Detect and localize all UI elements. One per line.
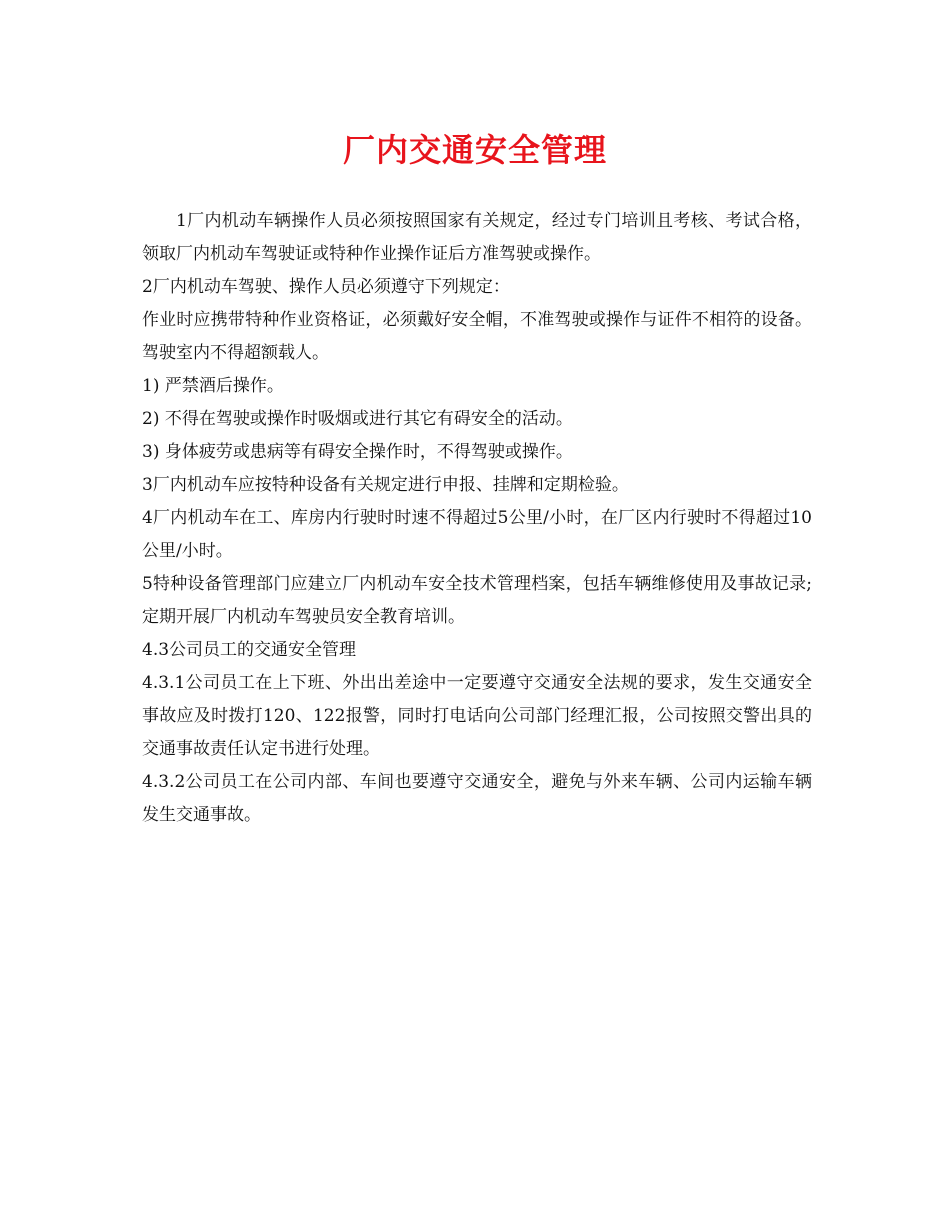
paragraph-3: 作业时应携带特种作业资格证，必须戴好安全帽，不准驾驶或操作与证件不相符的设备。驾驶室内不得超额载人。 — [142, 310, 812, 363]
paragraph-8: 4.3.2公司员工在公司内部、车间也要遵守交通安全，避免与外来车辆、公司内运输车辆发生交通事故。 — [142, 772, 812, 825]
document-body — [142, 205, 812, 832]
paragraph-2: 2厂内机动车驾驶、操作人员必须遵守下列规定： — [142, 277, 510, 297]
paragraph-5: 4厂内机动车在工、库房内行驶时时速不得超过5公里/小时，在厂区内行驶时不得超过10公里/小时。 — [142, 508, 812, 561]
paragraph-4: 3厂内机动车应按特种设备有关规定进行申报、挂牌和定期检验。 — [142, 475, 629, 495]
list-item-2: 2) 不得在驾驶或操作时吸烟或进行其它有碍安全的活动。 — [142, 409, 573, 429]
paragraph-6: 5特种设备管理部门应建立厂内机动车安全技术管理档案，包括车辆维修使用及事故记录;定期开展厂内机动车驾驶员安全教育培训。 — [142, 574, 812, 627]
paragraph-1: 1厂内机动车辆操作人员必须按照国家有关规定，经过专门培训且考核、考试合格，领取厂内机动车驾驶证或特种作业操作证后方准驾驶或操作。 — [142, 211, 812, 264]
list-item-1: 1) 严禁酒后操作。 — [142, 376, 284, 396]
section-heading: 4.3公司员工的交通安全管理 — [142, 640, 357, 660]
document-title: 厂内交通安全管理 — [342, 131, 607, 169]
list-item-3: 3) 身体疲劳或患病等有碍安全操作时，不得驾驶或操作。 — [142, 442, 573, 462]
paragraph-7: 4.3.1公司员工在上下班、外出出差途中一定要遵守交通安全法规的要求，发生交通安全事故应及时拨打120、122报警，同时打电话向公司部门经理汇报，公司按照交警出具的交通事故责任认定书进行处理。 — [142, 673, 812, 759]
